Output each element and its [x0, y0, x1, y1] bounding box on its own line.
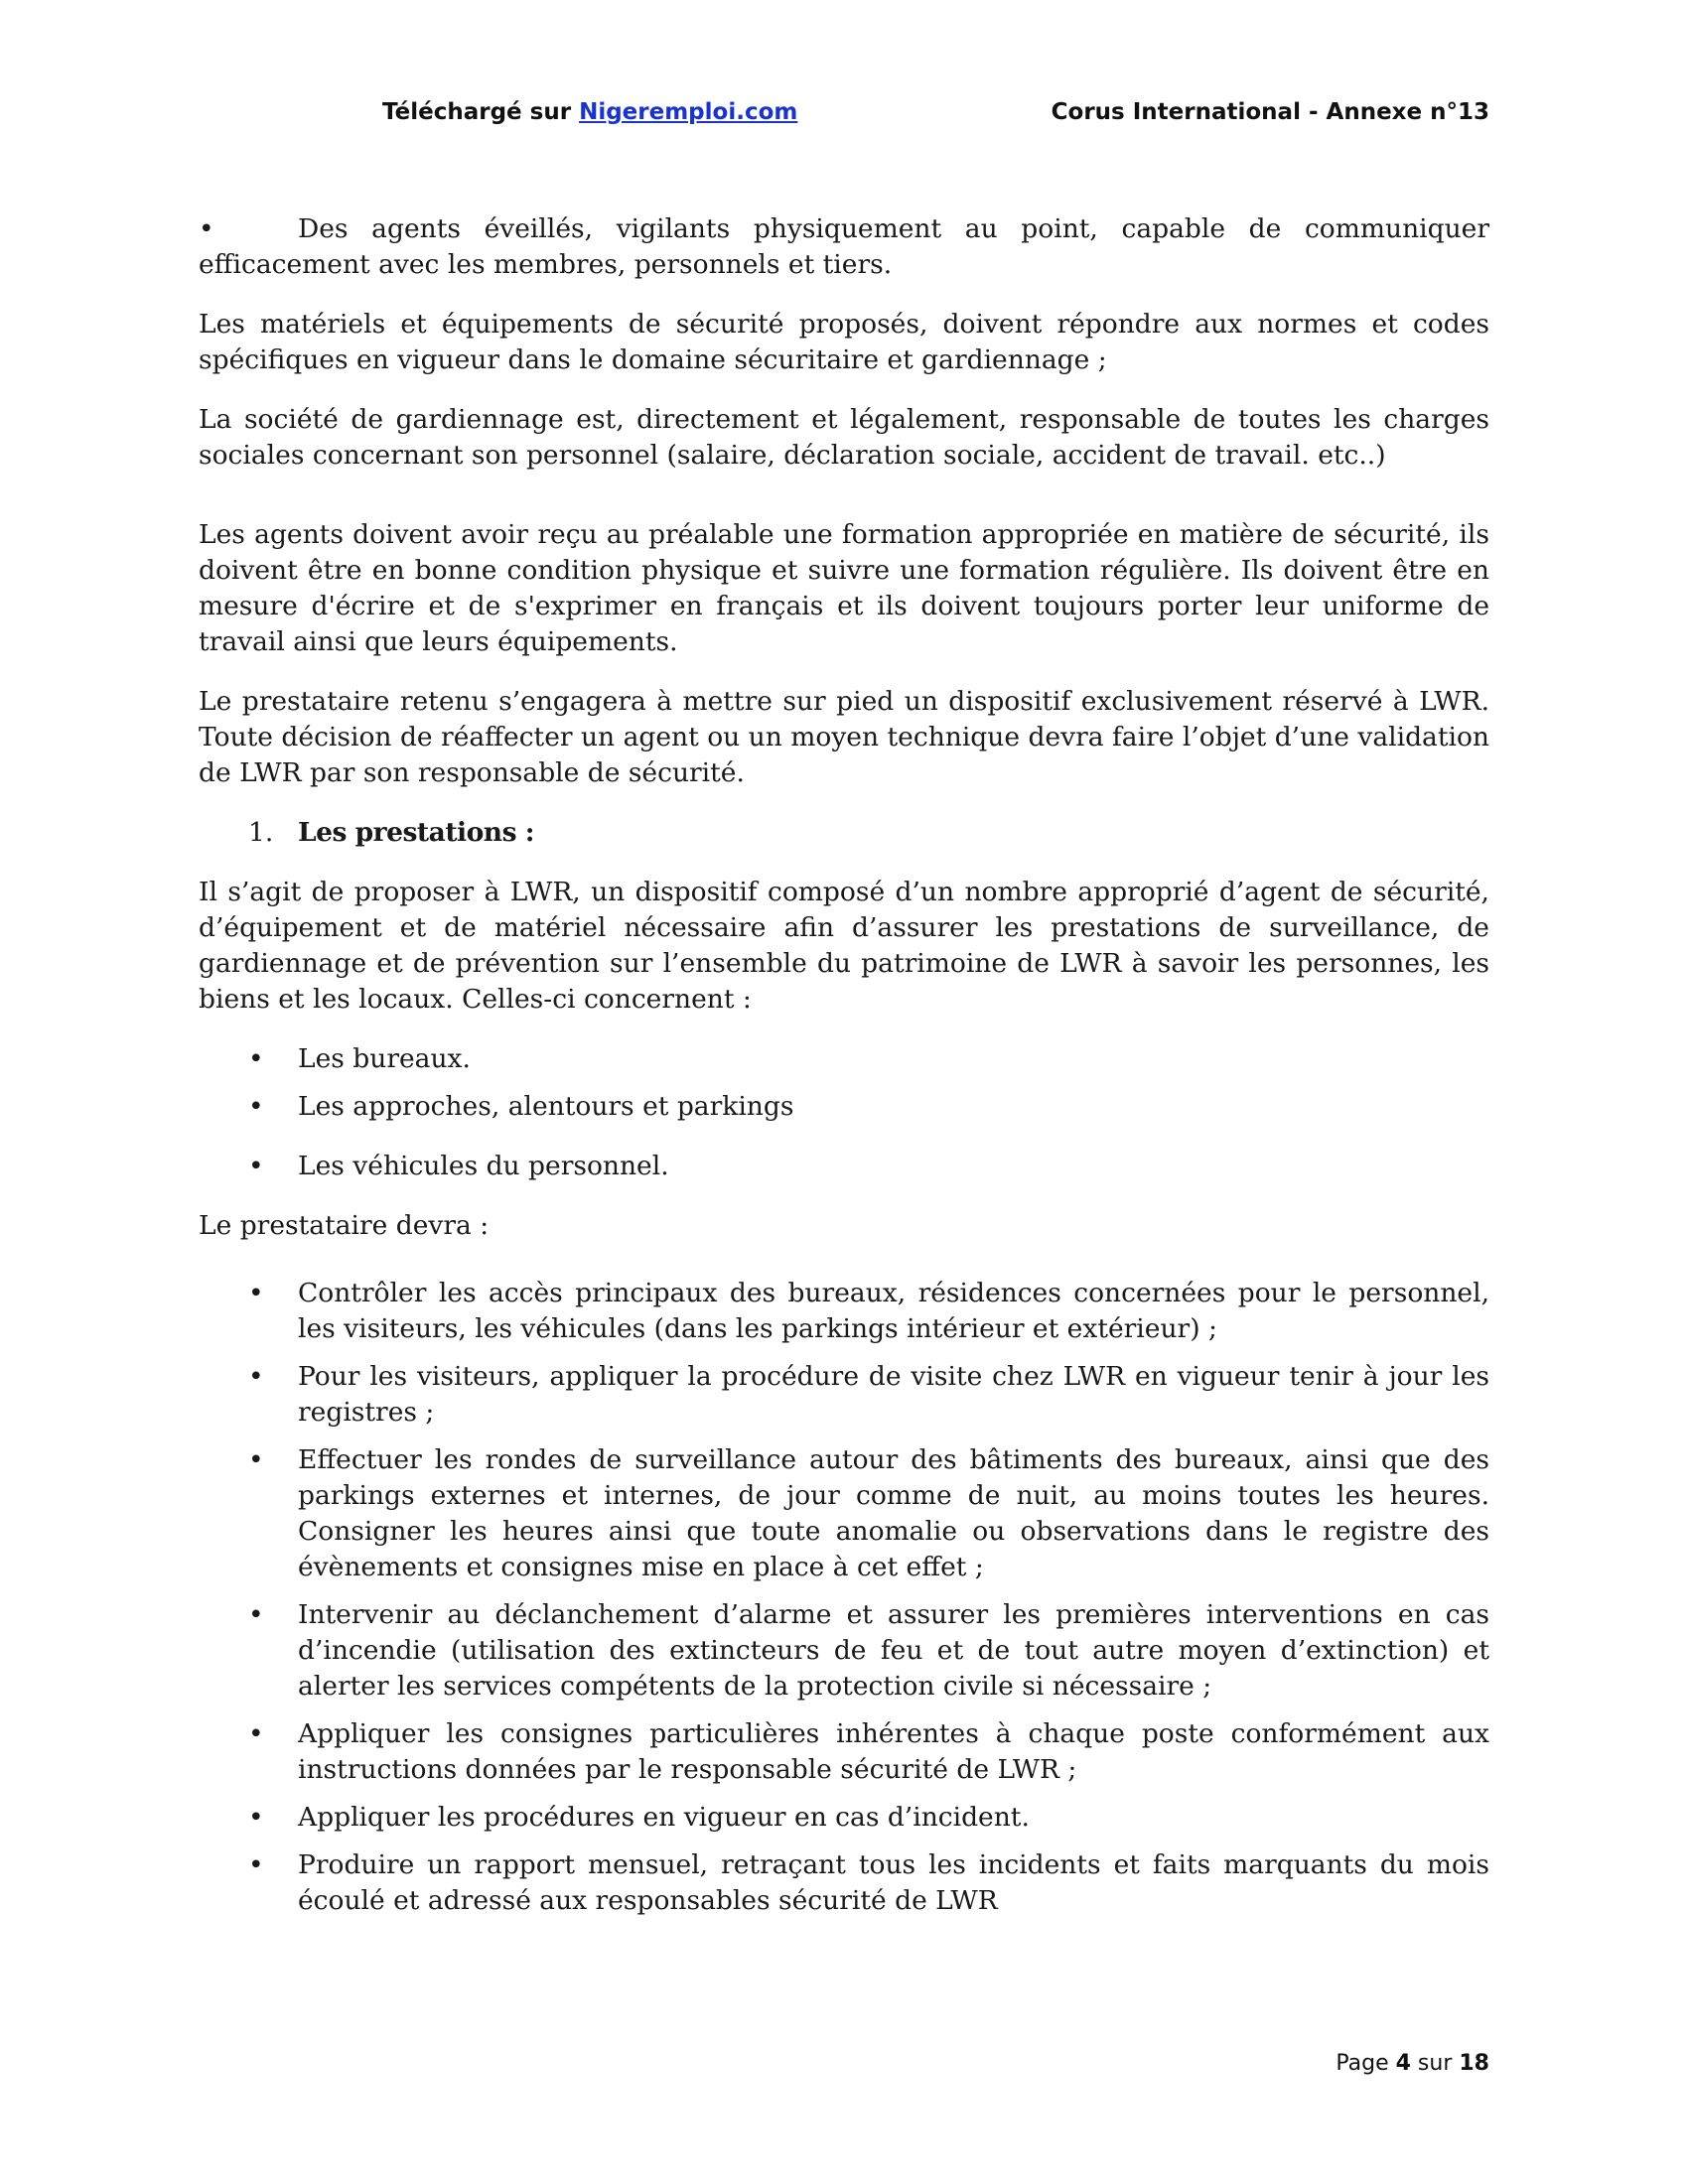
bullet-symbol: • — [248, 1091, 264, 1122]
duties-intro: Le prestataire devra : — [199, 1210, 490, 1241]
list-item-text: Produire un rapport mensuel, retraçant tous les incidents et faits marquants du mois écoulé et adressé aux responsables sécurité de LWR — [298, 1849, 1489, 1916]
list-item-text: Intervenir au déclanchement d’alarme et assurer les premières interventions en cas d’incendie (utilisation des extincteurs de feu et de tout autre moyen d’extinction) et alerter les services compétents de la protection civile si nécessaire ; — [298, 1599, 1489, 1702]
section-heading — [248, 815, 1489, 851]
of-word: sur — [1417, 2051, 1453, 2076]
page-number — [1336, 2051, 1489, 2076]
paragraph-social-charges: La société de gardiennage est, directement et légalement, responsable de toutes les charges sociales concernant son personnel (salaire, déclaration sociale, accident de travail. etc..) — [199, 404, 1489, 471]
list-item — [199, 1800, 1489, 1836]
list-item — [199, 1597, 1489, 1705]
list-item-text: Les approches, alentours et parkings — [298, 1091, 794, 1122]
section-intro: Il s’agit de proposer à LWR, un dispositif composé d’un nombre approprié d’agent de sécurité, d’équipement et de matériel nécessaire afin d’assurer les prestations de surveillance, de gardiennage et de prévention sur l’ensemble du patrimoine de LWR à savoir les personnes, les biens et les locaux. Celles-ci concernent : — [199, 877, 1489, 1015]
page-total: 18 — [1459, 2051, 1489, 2076]
bullet-symbol: • — [248, 1802, 264, 1833]
bullet-symbol: • — [248, 1718, 264, 1749]
bullet-symbol: • — [248, 1151, 264, 1181]
page-word: Page — [1336, 2051, 1389, 2076]
list-item — [199, 1442, 1489, 1585]
list-item-text: Pour les visiteurs, appliquer la procédure de visite chez LWR en vigueur tenir à jour les registres ; — [298, 1361, 1489, 1428]
paragraph-dedicated-setup: Le prestataire retenu s’engagera à mettre sur pied un dispositif exclusivement réservé à LWR. Toute décision de réaffecter un agent ou un moyen technique devra faire l’objet d’une validation de LWR par son responsable de sécurité. — [199, 686, 1489, 788]
list-item — [199, 1359, 1489, 1431]
list-item-text: Appliquer les procédures en vigueur en cas d’incident. — [298, 1802, 1030, 1833]
duties-list — [199, 1276, 1489, 1919]
header-source-link[interactable]: Nigeremploi.com — [579, 99, 798, 125]
list-item-text: Les bureaux. — [298, 1043, 471, 1074]
section-title: Les prestations : — [298, 817, 534, 848]
bullet-symbol: • — [199, 213, 214, 244]
list-item — [199, 1149, 1489, 1184]
list-item — [199, 1089, 1489, 1125]
list-item — [199, 1716, 1489, 1788]
list-item — [199, 1847, 1489, 1919]
bullet-symbol: • — [248, 1599, 264, 1630]
section-number: 1. — [248, 817, 274, 848]
list-item-text: Appliquer les consignes particulières inhérentes à chaque poste conformément aux instructions données par le responsable sécurité de LWR ; — [298, 1718, 1489, 1785]
places-list — [199, 1041, 1489, 1184]
bullet-symbol: • — [248, 1444, 264, 1475]
header-source-prefix: Téléchargé sur — [382, 99, 580, 125]
list-item-text: Les véhicules du personnel. — [298, 1151, 669, 1181]
list-item-text: Effectuer les rondes de surveillance autour des bâtiments des bureaux, ainsi que des parkings externes et internes, de jour comme de nuit, au moins toutes les heures. Consigner les heures ainsi que toute anomalie ou observations dans le registre des évènements et consignes mise en place à cet effet ; — [298, 1444, 1489, 1582]
bullet-symbol: • — [248, 1361, 264, 1392]
bullet-symbol: • — [248, 1849, 264, 1880]
intro-bullet-text: Des agents éveillés, vigilants physiquement au point, capable de communiquer efficacement avec les membres, personnels et tiers. — [199, 213, 1489, 280]
list-item-text: Contrôler les accès principaux des bureaux, résidences concernées pour le personnel, les visiteurs, les véhicules (dans les parkings intérieur et extérieur) ; — [298, 1278, 1489, 1344]
list-item — [199, 1041, 1489, 1077]
page-current: 4 — [1395, 2051, 1411, 2076]
header-document-title: Corus International - Annexe n°13 — [1051, 99, 1489, 125]
intro-bullet — [199, 211, 1489, 283]
list-item — [199, 1276, 1489, 1347]
document-body — [199, 211, 1489, 1931]
paragraph-equipment: Les matériels et équipements de sécurité proposés, doivent répondre aux normes et codes spécifiques en vigueur dans le domaine sécuritaire et gardiennage ; — [199, 309, 1489, 375]
bullet-symbol: • — [248, 1043, 264, 1074]
header-source — [382, 99, 797, 125]
bullet-symbol: • — [248, 1278, 264, 1308]
paragraph-agents-training: Les agents doivent avoir reçu au préalable une formation appropriée en matière de sécurité, ils doivent être en bonne condition physique et suivre une formation régulière. Ils doivent être en mesure d'écrire et de s'exprimer en français et ils doivent toujours porter leur uniforme de travail ainsi que leurs équipements. — [199, 519, 1489, 657]
